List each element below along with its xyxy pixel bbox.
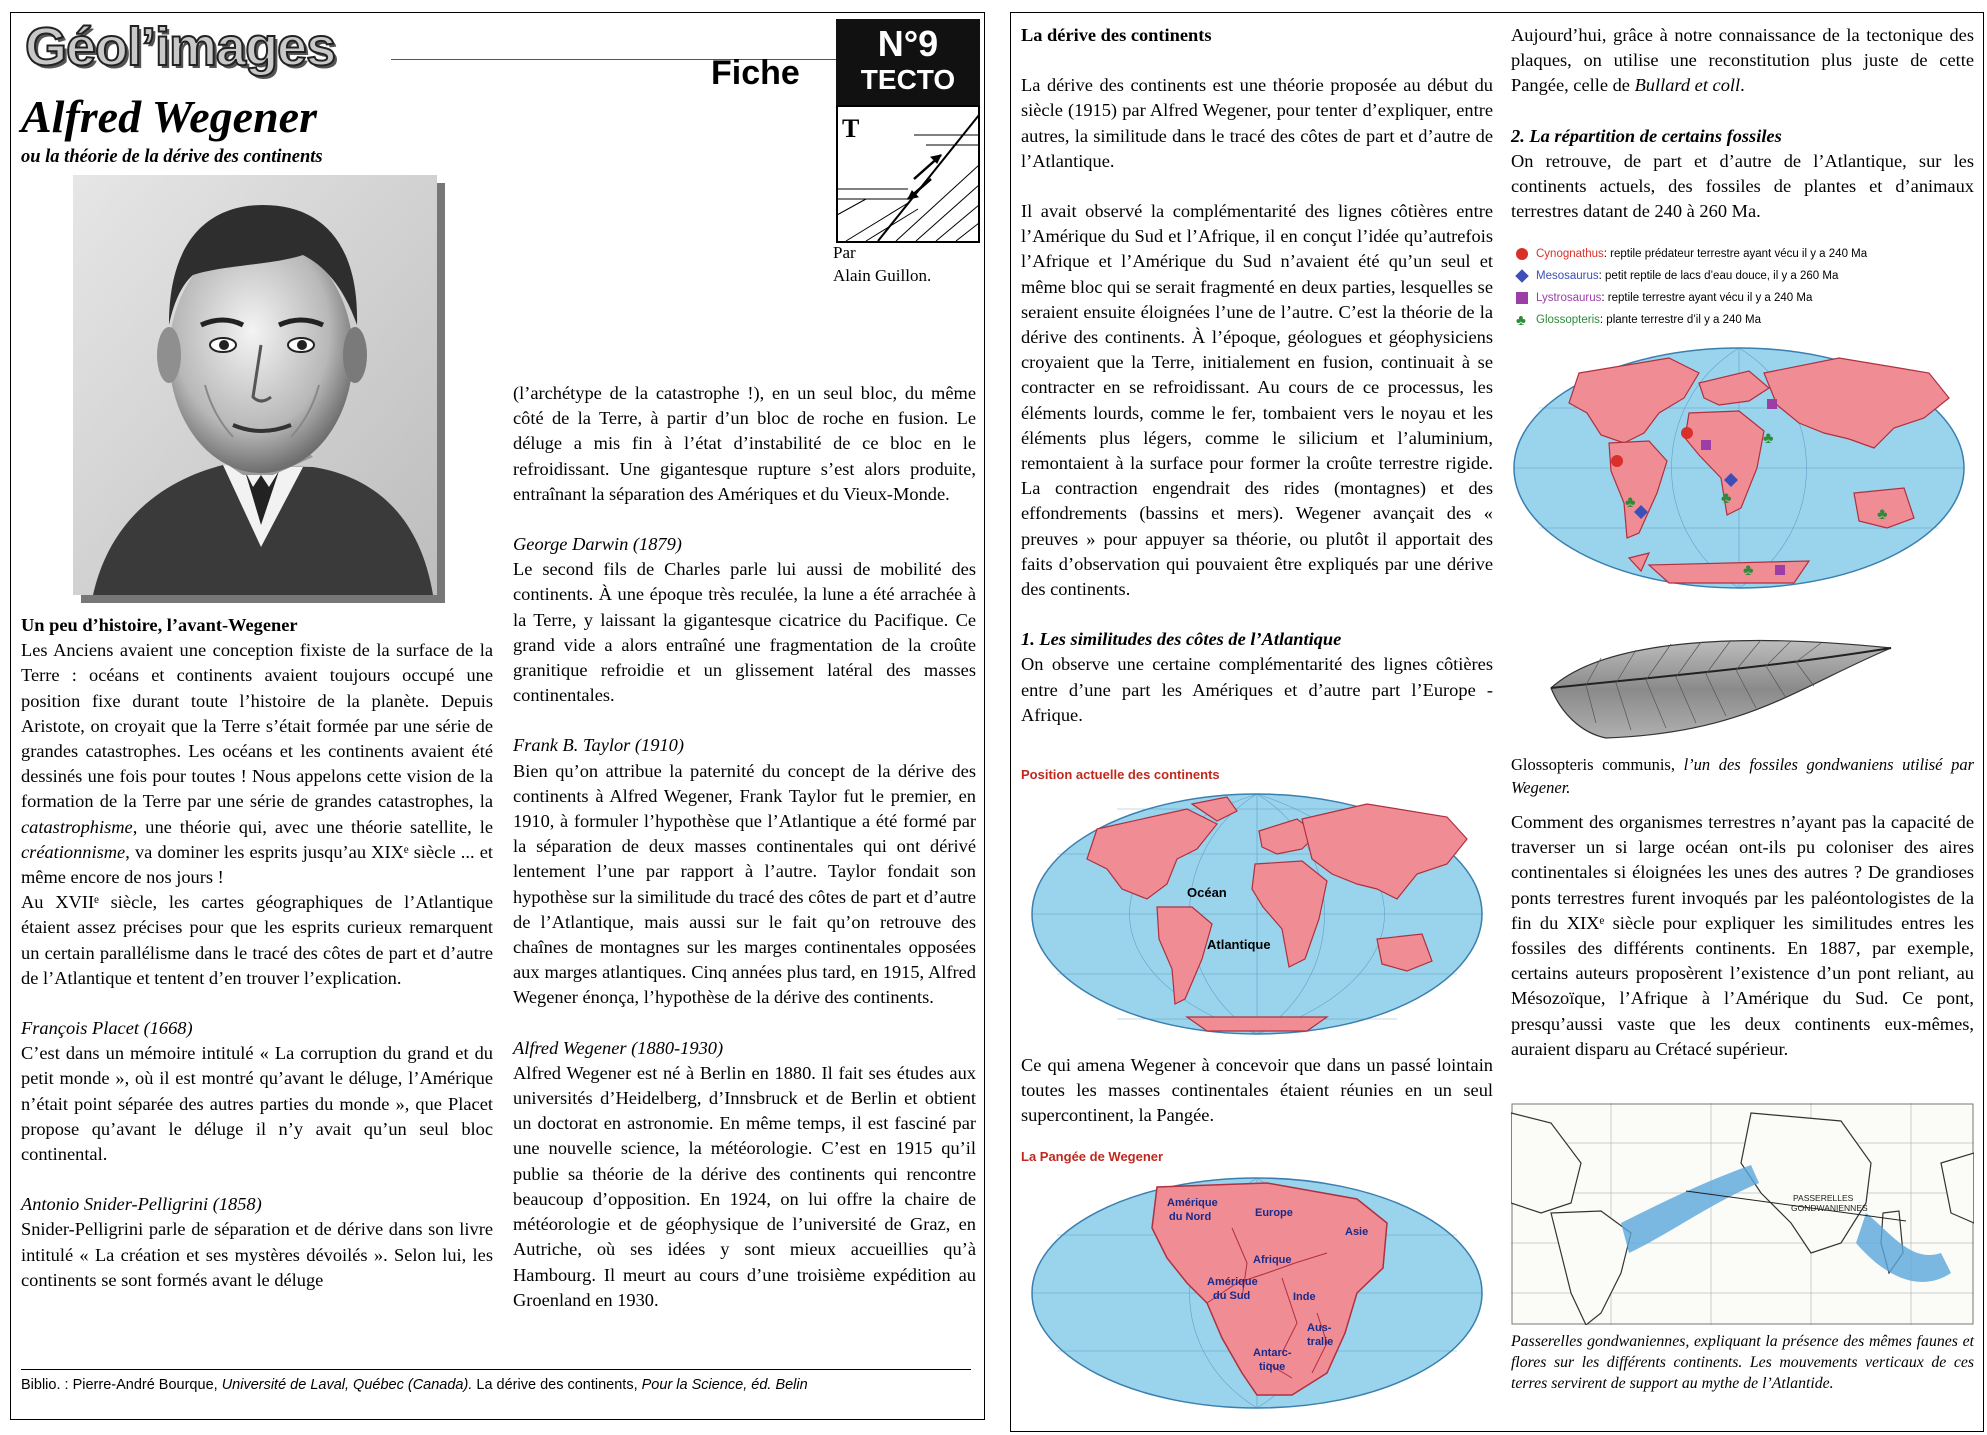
section-heading-taylor: Frank B. Taylor (1910): [513, 735, 684, 756]
bibliography: Biblio. : Pierre-André Bourque, Université de Laval, Québec (Canada). La dérive des continents, Pour la Science, éd. Belin: [21, 1377, 808, 1393]
section-heading-drift: La dérive des continents: [1021, 25, 1212, 45]
fiche-label: Fiche: [711, 54, 800, 92]
section-heading-fossils: 2. La répartition de certains fossiles: [1511, 125, 1782, 146]
left-column: [21, 613, 493, 1293]
legend-item-glossopteris: ♣ Glossopteris : plante terrestre d’il y a 240 Ma: [1516, 311, 1762, 329]
pangea-label-europe: Europe: [1255, 1207, 1293, 1219]
fossils-paragraph: On retrouve, de part et d’autre de l’Atlantique, sur les continents actuels, des fossiles de plantes et d’animaux terrestres datant de 240 à 260 Ma.: [1511, 150, 1974, 222]
author-prefix: Par: [833, 243, 856, 262]
section-heading-wegener: Alfred Wegener (1880-1930): [513, 1037, 724, 1058]
page-right: [1010, 12, 1984, 1432]
history-paragraph-2: Au XVIIᵉ siècle, les cartes géographiques de l’Atlantique étaient assez précises pour que les esprits curieux remarquent un certain parallélisme dans le tracé des côtes de part et d’autre de l’Atlantique et tentent d’en trouver l’explication.: [21, 892, 493, 988]
map-pangea-title: La Pangée de Wegener: [1021, 1149, 1164, 1164]
section-heading-history: Un peu d’histoire, l’avant-Wegener: [21, 615, 298, 635]
author-name: Alain Guillon.: [833, 266, 932, 285]
glossopteris-fossil-image: [1546, 628, 1896, 748]
svg-text:♣: ♣: [1625, 494, 1636, 511]
map-fossil-distribution: [1509, 343, 1969, 593]
red-circle-icon: [1516, 248, 1528, 260]
fiche-category: TECTO: [860, 64, 956, 95]
pangea-label-sa-2: du Sud: [1213, 1290, 1251, 1302]
article-title: Alfred Wegener: [21, 91, 317, 142]
wegener-paragraph: Alfred Wegener est né à Berlin en 1880. Il fait ses études aux universités d’Heidelberg, d’Innsbruck et de Berlin et obtient un doctorat en astronomie. En même temps, il est fasciné par une nouvelle science, la météorologie. C’est en 1915 qu’il publie sa théorie de la dérive des continents qui rencontre beaucoup d’opposition. En 1924, on lui offre la chaire de météorologie et de géophysique de l’université de Graz, en Autriche, où ses idées y sont mieux accueillies qu’à Hambourg. Il meurt au cours d’une troisième expédition au Groenland en 1930.: [513, 1062, 976, 1310]
fossil-legend: [1516, 243, 1956, 331]
section-heading-snider: Antonio Snider-Pelligrini (1858): [21, 1194, 262, 1215]
article-subtitle: ou la théorie de la dérive des continents: [21, 147, 323, 167]
blue-diamond-icon: [1515, 269, 1529, 283]
map-label-ocean: Océan: [1187, 885, 1227, 900]
map-current-continents: [1027, 789, 1487, 1039]
darwin-paragraph: Le second fils de Charles parle lui aussi de mobilité des continents. À une époque très reculée, la lune a été arrachée à la Terre, y laissant la gigantesque cicatrice du Pacifique. Ce grand vide a alors entraîné une fragmentation de la croûte granitique refroidie et un glissement latéral des masses continentales.: [513, 559, 976, 706]
land-bridge-paragraph: Comment des organismes terrestres n’ayant pas la capacité de traverser un si large océan ont-ils pu coloniser des aires continentales si éloignées les unes des autres ? De grandioses ponts terrestres furent invoqués par les paléontologistes de la fin du XIXᵉ siècle pour expliquer les similitudes entres les fossiles des différents continents. En 1887, par exemple, certains auteurs proposèrent l’existence d’un pont reliant, au Mésozoïque, l’Afrique à l’Amérique du Sud. Ce pont, presqu’aussi vaste que les deux continents eux-mêmes, auraient disparu au Crétacé supérieur.: [1511, 812, 1974, 1059]
pangea-label-afrique: Afrique: [1253, 1254, 1292, 1266]
tectonic-fault-diagram: [836, 105, 980, 245]
pangea-label-ant-1: Antarc-: [1253, 1347, 1292, 1359]
pangea-label-inde: Inde: [1293, 1291, 1316, 1303]
purple-square-icon: [1516, 292, 1528, 304]
pangea-label-asie: Asie: [1345, 1226, 1369, 1238]
pangea-intro-paragraph: Ce qui amena Wegener à concevoir que dans un passé lointain toutes les masses continentales étaient réunies en un seul supercontinent, la Pangée.: [1021, 1055, 1493, 1126]
legend-item-mesosaurus: Mesosaurus : petit reptile de lacs d’eau douce, il y a 260 Ma: [1516, 265, 1956, 287]
svg-text:♣: ♣: [1763, 430, 1774, 447]
svg-text:♣: ♣: [1721, 490, 1732, 507]
bullard-paragraph: Aujourd’hui, grâce à notre connaissance de la tectonique des plaques, on utilise une reconstitution plus juste de cette Pangée, celle de Bullard et coll.: [1511, 25, 1974, 96]
legend-item-cynognathus: Cynognathus : reptile prédateur terrestre ayant vécu il y a 240 Ma: [1516, 243, 1956, 265]
history-paragraph-1: Les Anciens avaient une conception fixiste de la surface de la Terre : océans et continents avaient toujours occupé une position fixe durant toute l’histoire de la planète. Depuis Aristote, on croyait que la Terre s’était formée par une série de grandes catastrophes. Les océans et les continents avaient été dessinés une fois pour toutes ! Nous appelons cette vision de la formation de la Terre par une série de grandes catastrophes, la catastrophisme, une théorie qui, avec une théorie satellite, le créationnisme, va dominer les esprits jusqu’au XIXᵉ siècle ... et même encore de nos jours !: [21, 640, 493, 888]
fiche-badge-header: [836, 19, 980, 105]
pangea-label-na-1: Amérique: [1167, 1197, 1218, 1209]
glossopteris-caption: Glossopteris communis, l’un des fossiles gondwaniens utilisé par Wegener.: [1511, 755, 1975, 797]
badge-letter: T: [842, 114, 860, 143]
map-current-title: Position actuelle des continents: [1021, 767, 1220, 782]
section-heading-coasts: 1. Les similitudes des côtes de l’Atlantique: [1021, 629, 1342, 650]
map-label-atlantique: Atlantique: [1207, 937, 1271, 952]
bridge-label-1: PASSERELLES: [1793, 1193, 1854, 1203]
biblio-rule: [21, 1369, 971, 1370]
pangea-label-aus-1: Aus-: [1307, 1322, 1332, 1334]
bridge-caption: Passerelles gondwaniennes, expliquant la présence des mêmes faunes et flores sur les différents continents. Les mouvements verticaux de ces terres servirent de support au mythe de l’Atlantide.: [1511, 1333, 1974, 1392]
drift-paragraph-2: Il avait observé la complémentarité des lignes côtières entre l’Amérique du Sud et l’Afrique, il en conçut l’idée qu’autrefois l’Afrique et l’Amérique du Sud n’avaient été qu’un seul et même bloc qui se serait fragmenté en deux parties, lesquelles se seraient ensuite éloignées l’une de l’autre. C’est la théorie de la dérive des continents. À l’époque, géologues et géophysiciens croyaient que la Terre, initialement en fusion, continuait à se contracter en se refroidissant. Au cours de ce processus, les éléments lourds, comme le fer, tombaient vers le noyau et les éléments plus légers, comme le silicium et l’aluminium, remontaient à la surface pour former la croûte terrestre rigide. La contraction engendrait des rides (montagnes) et des effondrements (bassins et mers). Wegener avançait des « preuves » pour appuyer sa théorie, ou plutôt il apportait des faits d’observation qui pouvaient être expliqués par une dérive des continents.: [1021, 201, 1493, 600]
pangea-label-ant-2: tique: [1259, 1361, 1286, 1373]
middle-column: [513, 381, 976, 1313]
legend-item-lystrosaurus: Lystrosaurus : reptile terrestre ayant vécu il y a 240 Ma: [1516, 287, 1956, 309]
fiche-number: N°9: [877, 23, 939, 64]
map-pangea: [1027, 1173, 1487, 1413]
fiche-badge: [836, 19, 980, 259]
placet-paragraph: C’est dans un mémoire intitulé « La corruption du grand et du petit monde », où il est montré qu’avant le déluge, l’Amérique n’était point séparée des autres parties du monde », que Placet propose qu’avant le déluge il n’y avait qu’un seul bloc continental.: [21, 1043, 493, 1165]
map-gondwana-bridges: [1511, 1103, 1974, 1325]
author-credit: [833, 241, 931, 287]
portrait-wegener: [73, 175, 445, 603]
taylor-paragraph: Bien qu’on attribue la paternité du concept de la dérive des continents à Alfred Wegener, Frank Taylor fut le premier, en 1910, à formuler l’hypothèse que l’Atlantique a été formé par la séparation de deux masses continentales qui ont dérivé lentement l’une par rapport à l’autre. Taylor fondait son hypothèse sur la similitude du tracé des côtes de part et d’autre de l’Atlantique, mais aussi sur le fait qu’on retrouve des chaînes de montagnes sur les marges continentales opposées aux marges atlantiques. Cinq années plus tard, en 1915, Alfred Wegener énonça, l’hypothèse de la dérive des continents.: [513, 760, 976, 1008]
section-heading-darwin: George Darwin (1879): [513, 534, 682, 555]
header-logo: Géol’images: [25, 17, 336, 77]
snider-paragraph: Snider-Pelligrini parle de séparation et de dérive dans son livre intitulé « La création et ses mystères dévoilés ». Selon lui, les continents se sont formés avant le déluge: [21, 1219, 493, 1290]
page-left: [10, 12, 985, 1420]
green-club-icon: ♣: [1516, 311, 1526, 329]
pangea-label-sa-1: Amérique: [1207, 1276, 1258, 1288]
snider-continuation: (l’archétype de la catastrophe !), en un seul bloc, du même côté de la Terre, à partir d’un bloc de roche en fusion. Le déluge a mis fin à l’état d’instabilité de ce bloc en le refroidissant. Une gigantesque rupture s’est alors produite, entraînant la séparation des Amériques et du Vieux-Monde.: [513, 383, 976, 504]
svg-text:♣: ♣: [1743, 562, 1754, 579]
section-heading-placet: François Placet (1668): [21, 1018, 193, 1039]
drift-paragraph-1: La dérive des continents est une théorie proposée au début du siècle (1915) par Alfred Wegener, pour tenter d’expliquer, entre autres, la similitude dans le tracé des côtes de part et d’autre de l’Atlantique.: [1021, 75, 1493, 171]
pangea-label-na-2: du Nord: [1169, 1211, 1212, 1223]
right-column-1: [1021, 23, 1493, 728]
right-column-2-top: [1511, 23, 1974, 224]
coasts-paragraph: On observe une certaine complémentarité des lignes côtières entre d’une part les Amériques et d’autre part l’Europe - Afrique.: [1021, 654, 1493, 725]
svg-text:♣: ♣: [1877, 506, 1888, 523]
pangea-label-aus-2: tralie: [1307, 1336, 1334, 1348]
bridge-label-2: GONDWANIENNES: [1791, 1203, 1868, 1213]
